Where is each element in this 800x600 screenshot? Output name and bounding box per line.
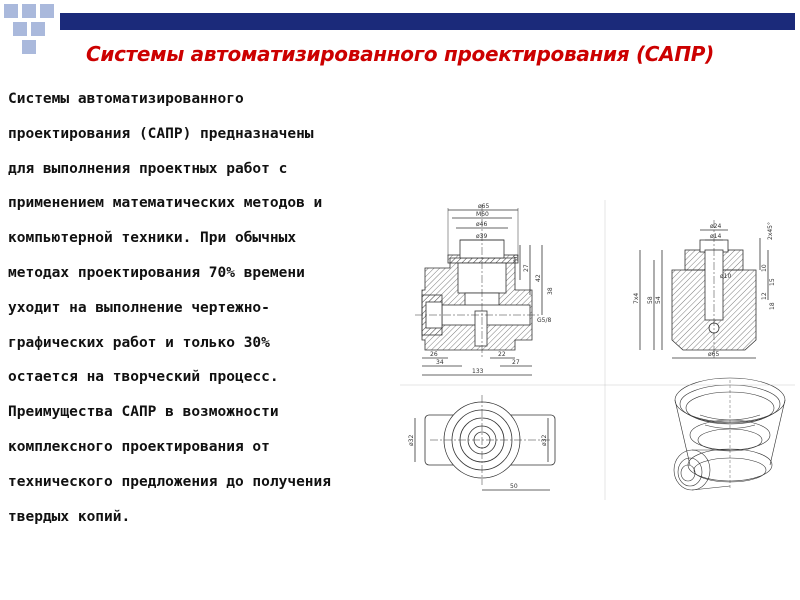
body-line: применением математических методов и [8,195,323,212]
decor-square [13,22,27,36]
dim-label: M60 [476,211,489,218]
dim-label: 12 [761,292,768,300]
dim-label: ø32 [541,434,548,446]
body-line: компьютерной техники. При обычных [8,230,297,247]
dim-label: 7x4 [633,292,640,304]
dim-label: 42 [535,274,542,282]
decor-square [22,4,36,18]
body-line: уходит на выполнение чертежно- [8,299,270,316]
body-line: остается на творческий процесс. [8,369,279,386]
dim-label: ø32 [408,434,415,446]
body-line: твердых копий. [8,508,131,525]
header-bar [60,13,795,30]
dim-label: 2x45° [767,221,774,240]
body-line: для выполнения проектных работ с [8,160,288,177]
dim-label: 50 [510,483,518,490]
slide-title: Системы автоматизированного проектирования (САПР) [85,42,714,66]
dim-label: ø65 [708,351,720,358]
decor-square [31,22,45,36]
dim-label: 27 [523,264,530,272]
body-line: Системы автоматизированного [8,91,244,107]
body-line: проектирования (САПР) предназначены [8,125,314,142]
dim-label: 34 [436,359,444,366]
dim-label: 54 [655,296,662,304]
dim-label: 22 [498,351,506,358]
front-section-view [415,203,554,375]
top-view [408,395,555,490]
side-section-view [633,220,776,358]
body-line: графических работ и только 30% [8,334,270,351]
body-line: комплексного проектирования от [8,438,270,455]
dim-label: 18 [769,302,776,310]
dim-label: ø14 [710,233,722,240]
technical-drawing [400,200,795,500]
dim-label: 27 [512,359,520,366]
decor-square [40,4,54,18]
body-line: Преимущества САПР в возможности [8,404,279,421]
dim-label: 38 [547,287,554,295]
dim-label: 10 [513,254,520,262]
dim-label: ø39 [476,233,488,240]
dim-label: 10 [761,264,768,272]
body-line: технического предложения до получения [8,473,332,490]
dim-label: 26 [430,351,438,358]
isometric-wireframe [674,378,785,490]
dim-label: ø24 [710,223,722,230]
dim-label: 15 [769,278,776,286]
decor-square [4,4,18,18]
dim-label: 58 [647,296,654,304]
dim-label: ø46 [476,221,488,228]
body-line: методах проектирования 70% времени [8,264,305,281]
dim-label: G5/8 [537,317,552,324]
dim-label: ø10 [720,273,732,280]
dim-label: 133 [472,368,484,375]
body-text [8,82,428,534]
dim-label: ø65 [478,203,490,210]
